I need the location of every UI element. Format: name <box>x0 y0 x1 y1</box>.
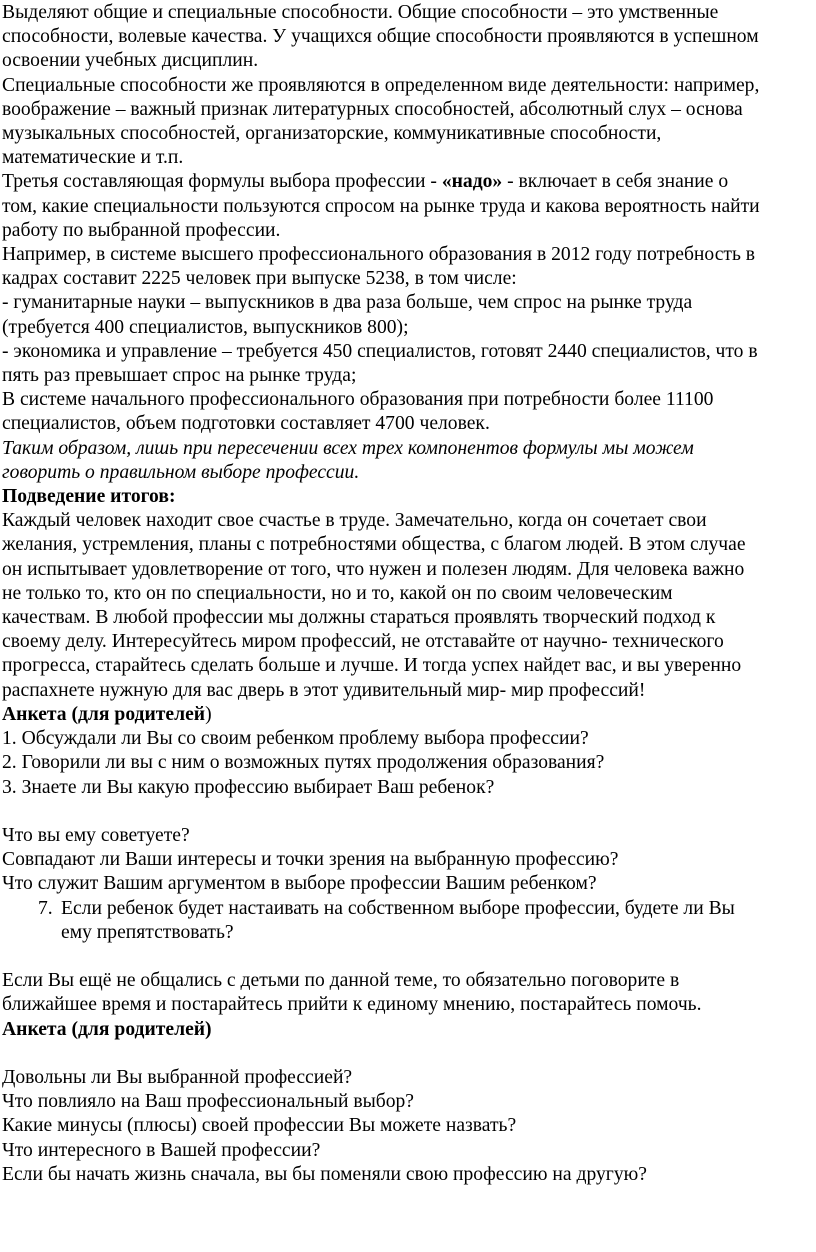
question: Довольны ли Вы выбранной профессией? <box>2 1066 353 1088</box>
conclusion-italic <box>2 437 816 485</box>
survey-heading-1 <box>2 703 816 727</box>
text-lead: Третья составляющая формулы выбора профессии - <box>2 171 442 193</box>
text-line: математические и т.п. <box>2 147 184 169</box>
text-line: том, какие специальности пользуются спросом на рынке труда и какова вероятность найти <box>2 195 760 217</box>
text-line: Таким образом, лишь при пересечении всех трех компонентов формулы мы можем <box>2 437 694 459</box>
text-line: В системе начального профессионального образования при потребности более 11100 <box>2 389 714 411</box>
text-line: специалистов, объем подготовки составляет 4700 человек. <box>2 413 490 435</box>
text-line: способности, волевые качества. У учащихся общие способности проявляются в успешном <box>2 26 759 48</box>
advice-paragraph <box>2 969 816 1017</box>
text-line: качествам. В любой профессии мы должны стараться проявлять творческий подход к <box>2 607 716 629</box>
survey-title-paren: ) <box>205 703 212 725</box>
text-line: распахнете нужную для вас дверь в этот удивительный мир- мир профессий! <box>2 679 646 701</box>
text-line: ему препятствовать? <box>61 921 234 943</box>
text-line: воображение – важный признак литературных способностей, абсолютный слух – основа <box>2 98 743 120</box>
bold-term: «надо» <box>441 171 503 193</box>
blank-line <box>2 800 816 824</box>
text-line <box>2 170 816 194</box>
question: 2. Говорили ли вы с ним о возможных путях продолжения образования? <box>2 752 605 774</box>
blank-line <box>2 1042 816 1066</box>
text-line: - гуманитарные науки – выпускников в два раза больше, чем спрос на рынке труда <box>2 292 693 314</box>
text-line: (требуется 400 специалистов, выпускников 800); <box>2 316 409 338</box>
question: Что повлияло на Ваш профессиональный выбор? <box>2 1091 415 1113</box>
question: Совпадают ли Ваши интересы и точки зрения на выбранную профессию? <box>2 849 619 871</box>
survey-questions-2 <box>2 1066 816 1187</box>
question: Какие минусы (плюсы) своей профессии Вы можете назвать? <box>2 1115 517 1137</box>
text-line: освоении учебных дисциплин. <box>2 50 259 72</box>
survey-questions-1b <box>2 824 816 897</box>
text-line: работу по выбранной профессии. <box>2 219 281 241</box>
question: Что вы ему советуете? <box>2 824 190 846</box>
paragraph-special-abilities <box>2 74 816 171</box>
numbered-list-item <box>2 897 816 945</box>
text-line: желания, устремления, планы с потребностями общества, с благом людей. В этом случае <box>2 534 746 556</box>
question: 1. Обсуждали ли Вы со своим ребенком проблему выбора профессии? <box>2 728 589 750</box>
text-line: Выделяют общие и специальные способности. Общие способности – это умственные <box>2 2 719 23</box>
text-rest: - включает в себя знание о <box>502 171 729 193</box>
survey-title: Анкета (для родителей <box>2 703 206 725</box>
text-line: своему делу. Интересуйтесь миром профессий, не отставайте от научно- технического <box>2 631 724 653</box>
paragraph-abilities <box>2 1 816 74</box>
text-line: Например, в системе высшего профессионального образования в 2012 году потребность в <box>2 244 756 266</box>
question: Что интересного в Вашей профессии? <box>2 1139 321 1161</box>
survey-heading-2: Анкета (для родителей) <box>2 1018 212 1040</box>
text-line: - экономика и управление – требуется 450 специалистов, готовят 2440 специалистов, что в <box>2 340 758 362</box>
list-number: 7. <box>38 897 53 919</box>
paragraph-third-component <box>2 170 816 243</box>
summary-heading: Подведение итогов: <box>2 486 176 508</box>
question: Если бы начать жизнь сначала, вы бы поменяли свою профессию на другую? <box>2 1163 647 1185</box>
text-line: пять раз превышает спрос на рынке труда; <box>2 365 357 387</box>
text-line: ближайшее время и постарайтесь прийти к единому мнению, постарайтесь помочь. <box>2 994 702 1016</box>
paragraph-example <box>2 243 816 437</box>
text-line: прогресса, старайтесь сделать больше и лучше. И тогда успех найдет вас, и вы уверенно <box>2 655 742 677</box>
question: 3. Знаете ли Вы какую профессию выбирает Ваш ребенок? <box>2 776 495 798</box>
text-line: он испытывает удовлетворение от того, что нужен и полезен людям. Для человека важно <box>2 558 745 580</box>
text-line: не только то, кто он по специальности, но и то, какой он по своим человеческим <box>2 582 673 604</box>
text-line: Если Вы ещё не общались с детьми по данной теме, то обязательно поговорите в <box>2 970 680 992</box>
text-line: кадрах составит 2225 человек при выпуске 5238, в том числе: <box>2 268 517 290</box>
text-line: музыкальных способностей, организаторские, коммуникативные способности, <box>2 123 662 145</box>
text-line: Специальные способности же проявляются в определенном виде деятельности: например, <box>2 74 760 96</box>
text-line: Если ребенок будет настаивать на собственном выборе профессии, будете ли Вы <box>61 897 735 919</box>
survey-questions-1 <box>2 727 816 800</box>
summary-paragraph <box>2 509 816 703</box>
text-line: Каждый человек находит свое счастье в труде. Замечательно, когда он сочетает свои <box>2 510 707 532</box>
blank-line <box>2 945 816 969</box>
text-line: говорить о правильном выборе профессии. <box>2 461 360 483</box>
question: Что служит Вашим аргументом в выборе профессии Вашим ребенком? <box>2 873 597 895</box>
